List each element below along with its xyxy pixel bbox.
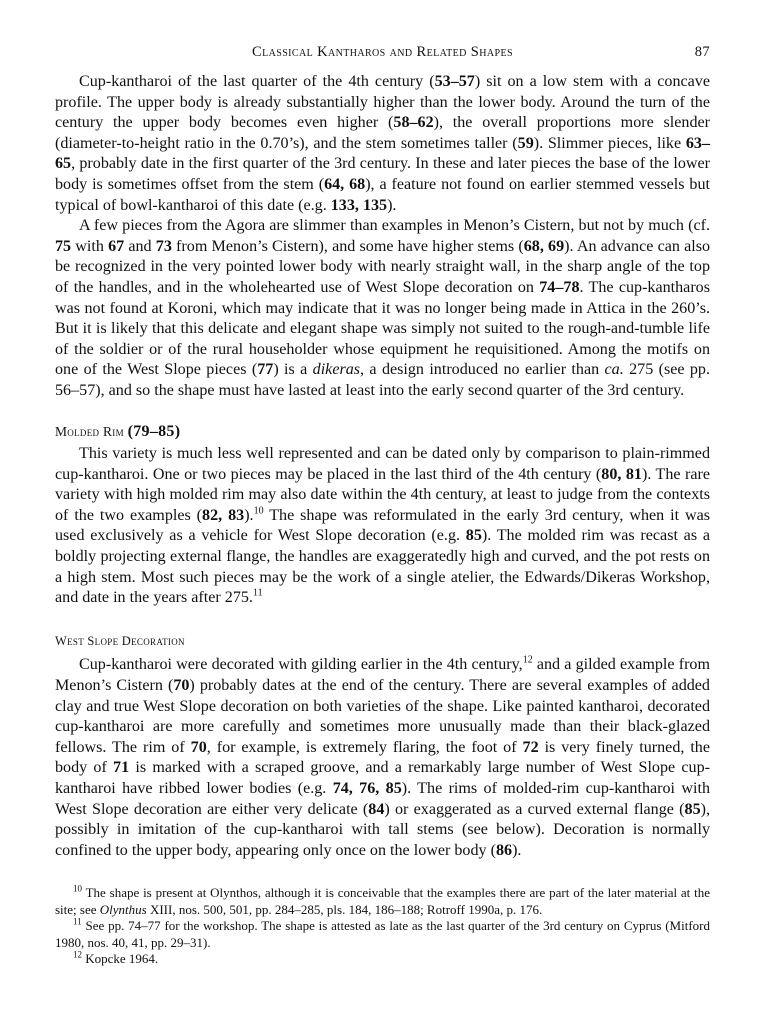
- catalogue-ref: 59: [517, 134, 534, 152]
- paragraph-stemmed-dating: Cup-kantharoi of the last quarter of the 4th century (53–57) sit on a low stem with a concave profile. The upper body is already substantially higher than the lower body. Around the turn of the century the upper body becomes even higher (58–62), the overall proportions more slender (diameter-to-height ratio in the 0.70’s), and the stem sometimes taller (59). Slimmer pieces, like 63–65, probably date in the first quarter of the 3rd century. In these and later pieces the base of the lower body is sometimes offset from the stem (64, 68), a feature not found on earlier stemmed vessels but typical of bowl-kantharoi of this date (e.g. 133, 135).: [55, 73, 711, 214]
- catalogue-ref: 70: [173, 677, 190, 695]
- italic-term: dikeras: [312, 361, 361, 379]
- italic-title: Olynthus: [99, 901, 147, 917]
- running-title: Classical Kantharos and Related Shapes: [252, 44, 513, 60]
- catalogue-ref: 74–78: [539, 278, 580, 296]
- catalogue-ref: 85: [465, 527, 482, 545]
- footnote-11: $^{11}$ See pp. 74–77 for the workshop. The shape is attested as late as the last quarter of the 3rd century on Cyprus (Mitford 1980, nos. 40, 41, pp. 29–31).: [55, 916, 710, 950]
- paragraph-molded-rim: This variety is much less well represented and can be dated only by comparison to plain-rimmed cup-kantharoi. One or two pieces may be placed in the last third of the 4th century (80, 81). The rare variety with high molded rim may also date within the 4th century, at least to judge from the contexts of the two examples (82, 83).$^{10}$ The shape was reformulated in the early 3rd century, when it was used exclusively as a vehicle for West Slope decoration (e.g. 85). The molded rim was recast as a boldly projecting external flange, the handles are exaggeratedly high and curved, and the pot rests on a high stem. Most such pieces may be the work of a single atelier, the Edwards/Dikeras Workshop, and date in the years after 275.11: [55, 445, 711, 607]
- footnote-marker: 11: [252, 587, 263, 599]
- footnote-10: $^{10}$ The shape is present at Olynthos, although it is conceivable that the examples there are part of the later material at the site; see Olynthus XIII, nos. 500, 501, pp. 284–285, pls. 184, 186–188; Rotroff 1990a, p. 176.: [55, 883, 710, 917]
- page-number: 87: [694, 44, 710, 60]
- running-head: [55, 44, 710, 66]
- footnote-12: $^{12}$ Kopcke 1964.: [73, 949, 159, 966]
- footnote-marker: 10: [253, 505, 264, 517]
- catalogue-ref: 74, 76, 85: [332, 780, 402, 797]
- catalogue-ref: 86: [495, 841, 513, 859]
- section-heading-molded-rim: Molded Rim (79–85): [55, 422, 181, 440]
- footnote-marker: 12: [522, 655, 533, 667]
- catalogue-ref: 84: [368, 800, 385, 818]
- catalogue-ref: 70: [190, 738, 207, 756]
- paragraph-agora-pieces: A few pieces from the Agora are slimmer than examples in Menon’s Cistern, but not by much (cf. 75 with 67 and 73 from Menon’s Cistern), and some have higher stems (68, 69). An advance can also be recognized in the very pointed lower body with nearly straight wall, in the sharp angle of the top of the handles, and in the wholehearted use of West Slope decoration on 74–78. The cup-kantharos was not found at Koroni, which may indicate that it was no longer being made in Attica in the 260’s. But it is likely that this delicate and elegant shape was simply not suited to the rough-and-tumble life of the soldier or of the rural householder whose equipment he requisitioned. Among the motifs on one of the West Slope pieces (77) is a dikeras, a design introduced no earlier than ca. 275 (see pp. 56–57), and so the shape must have lasted at least into the early second quarter of the 3rd century.: [55, 217, 711, 399]
- footnote-number: 10: [73, 883, 82, 894]
- catalogue-ref: 58–62: [393, 114, 434, 132]
- catalogue-ref: 67: [108, 237, 125, 255]
- footnote-number: 11: [73, 916, 82, 927]
- catalogue-ref: 133, 135: [330, 196, 388, 214]
- catalogue-ref: 80, 81: [601, 465, 642, 483]
- catalogue-ref: 63–65: [55, 134, 710, 173]
- italic-term: ca.: [604, 361, 624, 379]
- catalogue-ref: 85: [684, 800, 701, 818]
- body-text: [55, 72, 710, 861]
- heading-catalogue-range: (79–85): [127, 422, 181, 440]
- catalogue-ref: 53–57: [434, 73, 475, 90]
- catalogue-ref: 71: [113, 759, 130, 777]
- catalogue-ref: 82, 83: [202, 506, 245, 524]
- paragraph-west-slope: Cup-kantharoi were decorated with gilding earlier in the 4th century,$^{12}$ and a gilded example from Menon’s Cistern (70) probably dates at the end of the century. There are several examples of added clay and true West Slope decoration on both varieties of the shape. Like painted kantharoi, decorated cup-kantharoi are more carefully and sometimes more unusually made than their black-glazed fellows. The rim of 70, for example, is extremely flaring, the foot of 72 is very finely turned, the body of 71 is marked with a scraped groove, and a remarkably large number of West Slope cup-kantharoi have ribbed lower bodies (e.g. 74, 76, 85). The rims of molded-rim cup-kantharoi with West Slope decoration are either very delicate (84) or exaggerated as a curved external flange (85), possibly in imitation of the cup-kantharoi with tall stems (see below). Decoration is normally confined to the upper body, appearing only once on the lower body (86).: [55, 655, 711, 859]
- catalogue-ref: 72: [522, 738, 539, 756]
- footnote-number: 12: [73, 949, 82, 960]
- catalogue-ref: 77: [257, 361, 274, 379]
- footnotes: [55, 885, 710, 968]
- section-heading-west-slope: West Slope Decoration: [55, 633, 185, 648]
- catalogue-ref: 68, 69: [523, 237, 565, 255]
- catalogue-ref: 75: [55, 237, 72, 255]
- catalogue-ref: 64, 68: [324, 175, 366, 193]
- catalogue-ref: 73: [155, 237, 172, 255]
